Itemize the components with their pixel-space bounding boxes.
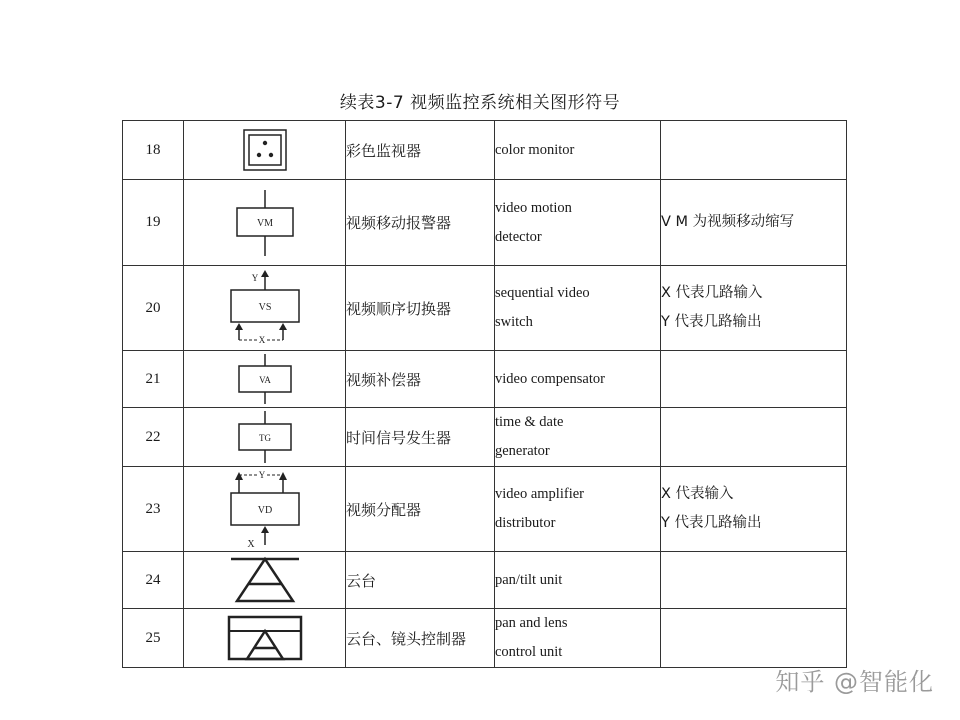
chinese-name: 云台、镜头控制器 [346, 609, 495, 668]
chinese-name: 视频移动报警器 [346, 180, 495, 266]
note: V M 为视频移动缩写 [661, 180, 847, 266]
table-row [123, 180, 847, 266]
english-name: time & date generator [495, 408, 661, 467]
svg-text:Y: Y [251, 273, 258, 283]
chinese-name: 视频顺序切换器 [346, 266, 495, 351]
english-name: video compensator [495, 351, 661, 408]
table-row [123, 467, 847, 552]
svg-text:TG: TG [258, 433, 271, 443]
svg-text:VM: VM [256, 217, 273, 229]
english-name: video amplifier distributor [495, 467, 661, 552]
table-row [123, 552, 847, 609]
svg-text:Y: Y [258, 470, 265, 480]
row-number: 24 [123, 552, 184, 609]
english-name: sequential video switch [495, 266, 661, 351]
watermark: 知乎 @智能化 [775, 668, 934, 696]
chinese-name: 视频补偿器 [346, 351, 495, 408]
row-number: 22 [123, 408, 184, 467]
sequential-video-switch-icon [225, 268, 305, 348]
svg-text:X: X [258, 335, 265, 345]
color-monitor-icon [240, 128, 290, 172]
row-number: 20 [123, 266, 184, 351]
chinese-name: 视频分配器 [346, 467, 495, 552]
pan-tilt-unit-icon [225, 556, 305, 604]
svg-text:VS: VS [258, 302, 271, 313]
video-distributor-icon [225, 469, 305, 549]
chinese-name: 彩色监视器 [346, 121, 495, 180]
row-number: 23 [123, 467, 184, 552]
time-date-generator-icon [230, 411, 300, 463]
svg-text:VD: VD [257, 505, 272, 516]
video-compensator-icon [230, 354, 300, 404]
note [661, 121, 847, 180]
svg-text:X: X [246, 539, 255, 549]
note [661, 408, 847, 467]
symbol-table [122, 120, 847, 668]
row-number: 25 [123, 609, 184, 668]
row-number: 18 [123, 121, 184, 180]
note: X 代表输入 Y 代表几路输出 [661, 467, 847, 552]
table-row [123, 609, 847, 668]
english-name: color monitor [495, 121, 661, 180]
english-name: pan and lens control unit [495, 609, 661, 668]
svg-text:VA: VA [258, 375, 271, 385]
chinese-name: 云台 [346, 552, 495, 609]
table-row [123, 121, 847, 180]
english-name: pan/tilt unit [495, 552, 661, 609]
pan-lens-control-unit-icon [225, 615, 305, 661]
video-motion-detector-icon [225, 190, 305, 256]
note [661, 351, 847, 408]
note: X 代表几路输入 Y 代表几路输出 [661, 266, 847, 351]
note [661, 609, 847, 668]
row-number: 19 [123, 180, 184, 266]
row-number: 21 [123, 351, 184, 408]
chinese-name: 时间信号发生器 [346, 408, 495, 467]
page-title: 续表3-7 视频监控系统相关图形符号 [339, 93, 621, 113]
note [661, 552, 847, 609]
english-name: video motion detector [495, 180, 661, 266]
table-row [123, 351, 847, 408]
table-row [123, 408, 847, 467]
table-row [123, 266, 847, 351]
